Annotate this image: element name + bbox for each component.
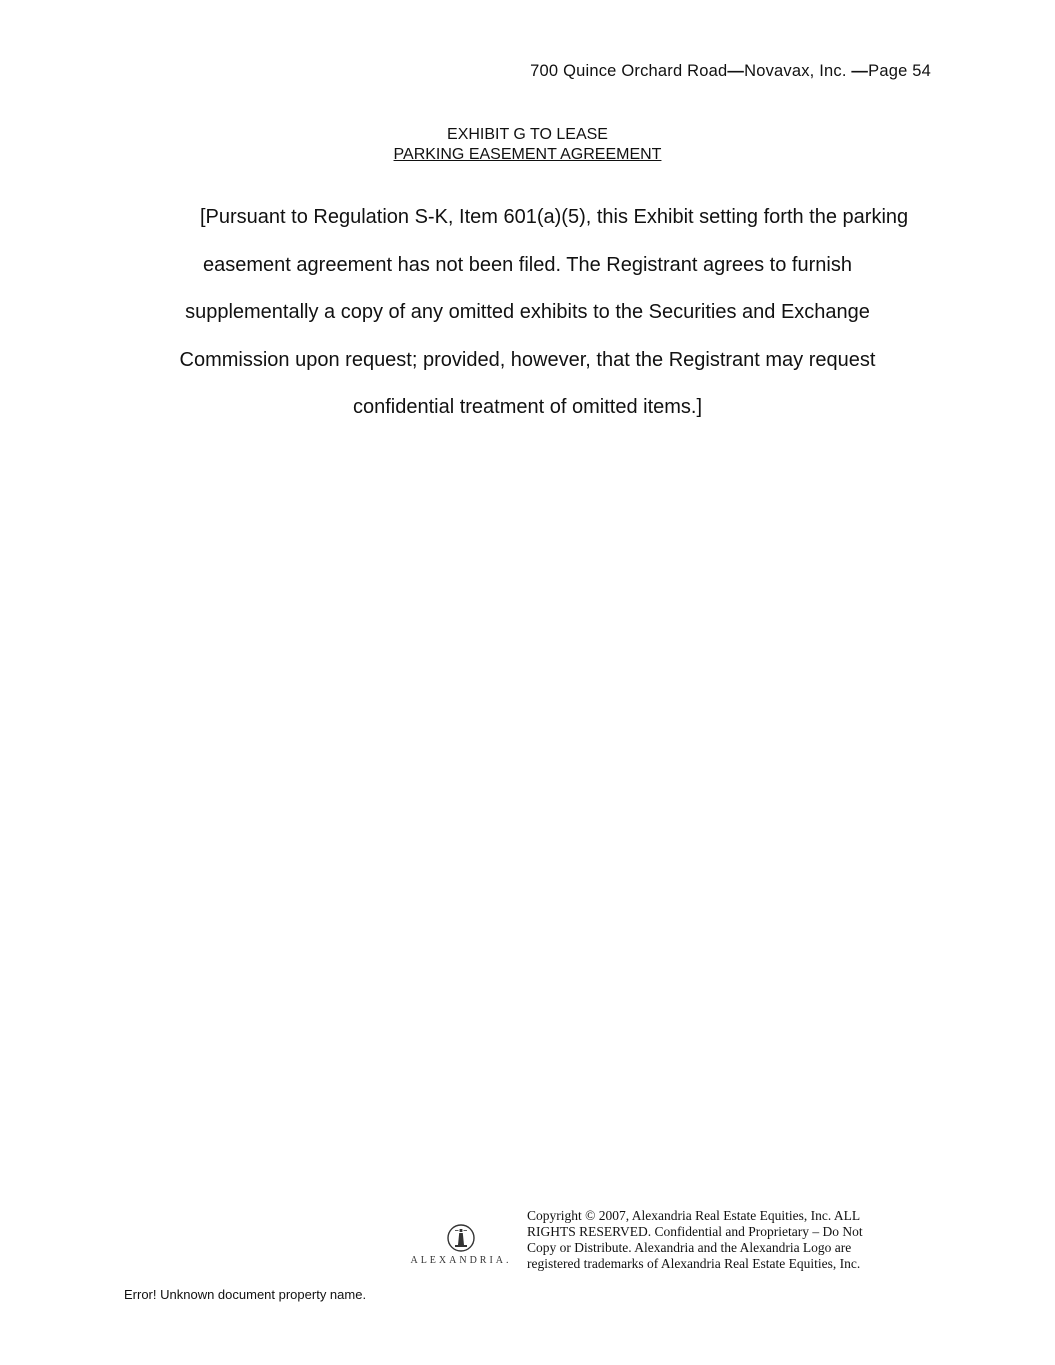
logo-wordmark: ALEXANDRIA. [410,1255,512,1266]
copyright-line: Copy or Distribute. Alexandria and the Alexandria Logo are [527,1240,852,1255]
copyright-notice [527,1208,887,1272]
header-dash-1: — [727,62,745,80]
copyright-line: RIGHTS RESERVED. Confidential and Proprietary – Do Not [527,1224,863,1239]
page-header [530,62,931,81]
copyright-line: registered trademarks of Alexandria Real Estate Equities, Inc. [527,1256,861,1271]
body-line: Commission upon request; provided, however, that the Registrant may request [179,348,876,371]
body-line: supplementally a copy of any omitted exhibits to the Securities and Exchange [185,301,870,323]
header-address: 700 Quince Orchard Road [530,62,728,80]
header-dash-2: — [851,62,869,80]
document-property-error: Error! Unknown document property name. [124,1287,367,1302]
body-line: easement agreement has not been filed. The Registrant agrees to furnish [203,253,852,276]
exhibit-title-line-1: EXHIBIT G TO LEASE [447,126,608,143]
copyright-line: Copyright © 2007, Alexandria Real Estate Equities, Inc. ALL [527,1208,861,1223]
header-page-number: Page 54 [868,62,931,80]
body-line: confidential treatment of omitted items.] [352,396,703,418]
lighthouse-icon [445,1224,477,1252]
header-company: Novavax, Inc. [744,62,852,80]
exhibit-title-line-2: PARKING EASEMENT AGREEMENT [393,146,662,163]
body-line: [Pursuant to Regulation S-K, Item 601(a)(5), this Exhibit setting forth the parking [200,206,909,228]
exhibit-title [0,125,1055,165]
exhibit-body-paragraph [150,194,909,432]
alexandria-logo [405,1224,517,1272]
